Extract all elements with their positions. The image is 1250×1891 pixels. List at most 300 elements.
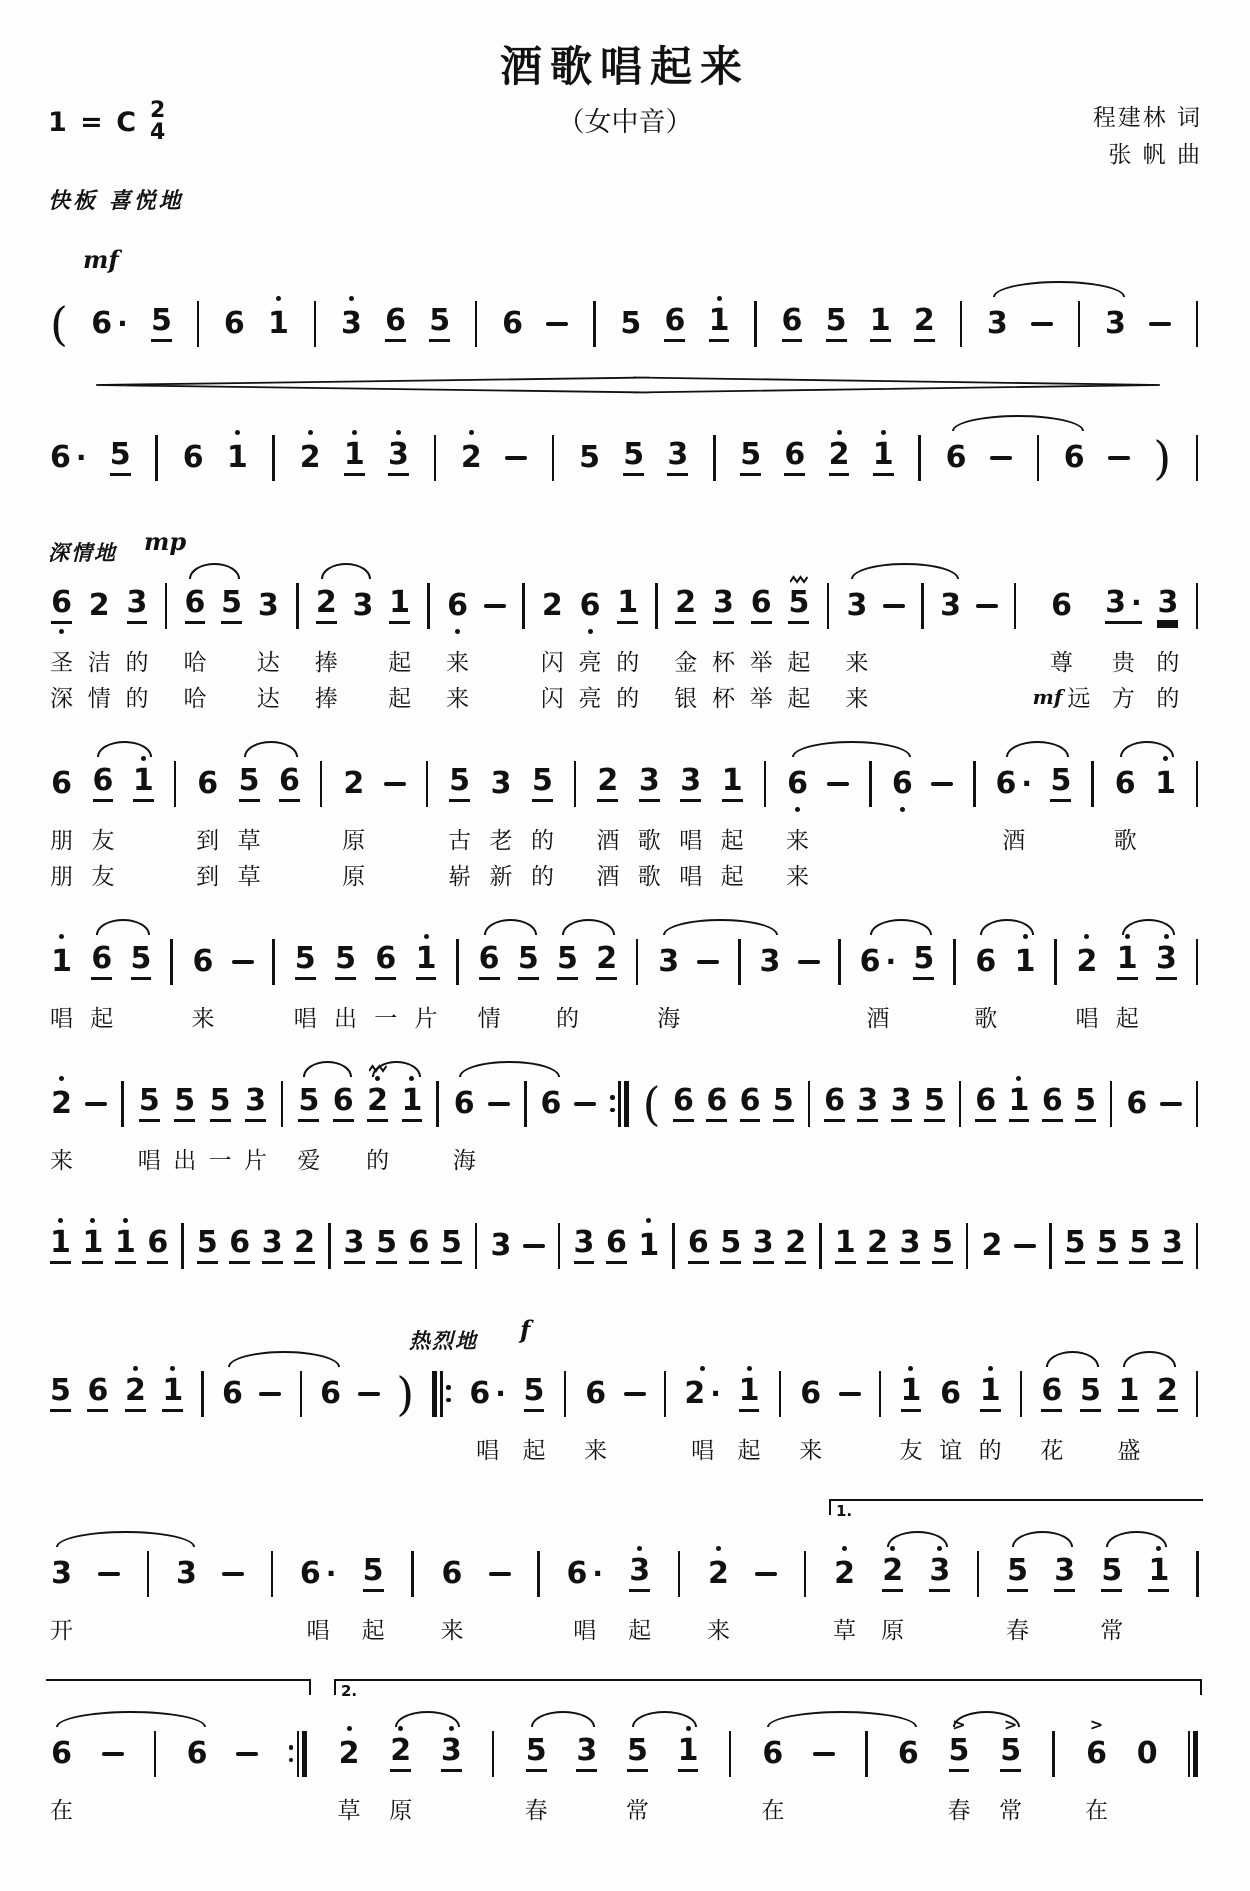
note bbox=[719, 739, 746, 893]
note bbox=[871, 413, 896, 495]
dash-extension bbox=[572, 1059, 598, 1177]
note bbox=[1013, 917, 1038, 1035]
upper-octave-dot bbox=[837, 430, 842, 435]
barline-stroke bbox=[411, 1551, 414, 1597]
barline bbox=[471, 1201, 481, 1283]
barline bbox=[735, 917, 745, 1035]
note bbox=[855, 1059, 880, 1177]
barline bbox=[267, 1529, 277, 1647]
lower-octave-dot bbox=[795, 807, 800, 812]
note bbox=[1073, 1059, 1098, 1177]
barline-stroke bbox=[729, 1731, 732, 1777]
barline bbox=[178, 1201, 188, 1283]
lyric-verse1: 常 bbox=[625, 1798, 649, 1825]
note bbox=[718, 1201, 743, 1283]
note-digit: 2 bbox=[981, 1227, 1003, 1263]
lyric-verse1: 歌 bbox=[1113, 828, 1137, 855]
note-digit: 1 bbox=[870, 306, 891, 342]
note-digit: 5 bbox=[773, 1086, 794, 1122]
note bbox=[372, 917, 399, 1035]
barline bbox=[161, 561, 171, 715]
note bbox=[1040, 1059, 1065, 1177]
barline bbox=[804, 1059, 814, 1177]
note bbox=[225, 413, 250, 495]
note bbox=[539, 1059, 564, 1177]
dynamic-mark: f bbox=[520, 1314, 531, 1344]
note-digit: 3 bbox=[680, 766, 701, 802]
barline bbox=[1192, 1059, 1202, 1177]
note-digit: 3 bbox=[127, 588, 148, 624]
barline bbox=[956, 279, 966, 361]
dash-extension bbox=[83, 1059, 109, 1177]
lyric-verse1: 起 bbox=[90, 1006, 114, 1033]
line-8 bbox=[48, 1307, 1202, 1467]
barline-stroke bbox=[537, 1551, 540, 1597]
verse-line-1 bbox=[48, 519, 1202, 715]
note bbox=[636, 1201, 661, 1283]
upper-octave-dot bbox=[449, 1726, 454, 1731]
note bbox=[488, 1201, 513, 1283]
barline bbox=[710, 413, 720, 495]
lyric-verse1: 友 bbox=[91, 828, 115, 855]
note-digit: 6 bbox=[606, 1228, 627, 1264]
note-digit: 1 bbox=[739, 1376, 760, 1412]
lyric-verse2: 银 bbox=[674, 686, 698, 713]
lyric-verse1: 唱 bbox=[50, 1006, 73, 1033]
lyric-verse2: 方 bbox=[1111, 686, 1135, 713]
lyric-verse1: 酒 bbox=[866, 1006, 890, 1033]
note-digit: 6 bbox=[51, 1735, 72, 1771]
note bbox=[564, 1529, 605, 1647]
note bbox=[624, 1709, 651, 1827]
barline-stroke bbox=[574, 761, 577, 807]
note-digit: 2 bbox=[829, 440, 850, 476]
barline-stroke bbox=[636, 939, 639, 985]
note bbox=[444, 561, 471, 715]
barline bbox=[316, 739, 326, 893]
note bbox=[80, 1201, 105, 1283]
note-digit: 1 bbox=[51, 943, 72, 979]
note-digit: 3 bbox=[1156, 944, 1177, 980]
dash-extension bbox=[544, 279, 570, 361]
note bbox=[48, 1059, 75, 1177]
accent-mark: > bbox=[1089, 1714, 1104, 1734]
note bbox=[751, 1201, 776, 1283]
note bbox=[973, 1059, 998, 1177]
barline-stroke bbox=[827, 583, 830, 629]
lyric-verse2: 酒 bbox=[596, 864, 620, 891]
note bbox=[160, 1349, 185, 1467]
upper-octave-dot bbox=[686, 1726, 691, 1731]
barline-stroke bbox=[879, 1371, 882, 1417]
note bbox=[889, 1059, 914, 1177]
lyric-verse1: 一 bbox=[208, 1148, 232, 1175]
barline-stroke bbox=[754, 301, 757, 347]
accent-mark: > bbox=[952, 1714, 966, 1734]
repeat-dots bbox=[610, 1081, 615, 1127]
barline-stroke bbox=[320, 761, 323, 807]
note-digit: 5 bbox=[335, 944, 356, 980]
upper-octave-dot bbox=[409, 1076, 414, 1081]
upper-octave-dot bbox=[881, 430, 886, 435]
lyric-verse1: 起 bbox=[628, 1618, 652, 1645]
lyric-verse2: 达 bbox=[256, 686, 280, 713]
note-digit: 6 bbox=[186, 1735, 208, 1771]
lyric-verse1: 的 bbox=[978, 1438, 1002, 1465]
lyric-verse1: 唱 bbox=[137, 1148, 161, 1175]
time-signature bbox=[150, 100, 165, 145]
note bbox=[994, 739, 1035, 893]
note bbox=[48, 413, 89, 495]
lyric-verse2: 原 bbox=[342, 864, 366, 891]
parenthesis: ( bbox=[642, 1076, 661, 1131]
note-digit: 6 bbox=[975, 943, 997, 979]
note-digit: 5 bbox=[557, 944, 578, 980]
upper-octave-dot bbox=[700, 1366, 705, 1371]
barline-stroke bbox=[201, 1371, 204, 1417]
upper-octave-dot bbox=[123, 1218, 128, 1223]
note bbox=[1103, 279, 1128, 361]
upper-octave-dot bbox=[133, 1366, 138, 1371]
note-digit: 5 bbox=[363, 1556, 384, 1592]
lyric-verse2: 哈 bbox=[183, 686, 207, 713]
note bbox=[1114, 917, 1141, 1035]
upper-octave-dot bbox=[988, 1366, 993, 1371]
crescendo-decrescendo-hairpins bbox=[94, 375, 1162, 395]
barline bbox=[1192, 739, 1202, 893]
note-digit: 5 bbox=[526, 1736, 547, 1772]
barline-stroke bbox=[296, 583, 299, 629]
note-digit: 3 bbox=[388, 440, 409, 476]
parenthesis: ) bbox=[396, 1366, 415, 1421]
barline bbox=[296, 1349, 306, 1467]
note-digit: 2 bbox=[299, 439, 321, 475]
augmentation-dot: · bbox=[710, 1376, 721, 1410]
upper-octave-dot bbox=[398, 1726, 403, 1731]
note bbox=[438, 1529, 465, 1647]
lyric-verse1: 闪 bbox=[540, 650, 564, 677]
note bbox=[997, 1709, 1024, 1827]
lyric-verse2: 的 bbox=[616, 686, 640, 713]
note-digit: 2 bbox=[390, 1736, 411, 1772]
note-digit: 3 bbox=[629, 1556, 650, 1592]
repeat-dots bbox=[446, 1371, 451, 1417]
note bbox=[386, 561, 413, 715]
lyric-verse1: 唱 bbox=[1075, 1006, 1099, 1033]
note bbox=[523, 1709, 550, 1827]
dash-extension bbox=[257, 1349, 283, 1467]
lyric-verse2: 唱 bbox=[679, 864, 703, 891]
note-digit: 6 bbox=[740, 1086, 761, 1122]
note bbox=[136, 1059, 163, 1177]
barline-stroke bbox=[170, 939, 173, 985]
lyric-verse2: 来 bbox=[446, 686, 470, 713]
note bbox=[181, 413, 206, 495]
barline bbox=[1016, 1349, 1026, 1467]
note-digit: 3 bbox=[846, 587, 868, 623]
note-digit: 0 bbox=[1136, 1735, 1158, 1771]
upper-octave-dot bbox=[424, 934, 429, 939]
barline-stroke bbox=[181, 1223, 184, 1269]
note-digit: 5 bbox=[139, 1086, 160, 1122]
lyric-verse1: 开 bbox=[50, 1618, 73, 1645]
barline-stroke bbox=[1196, 583, 1199, 629]
note bbox=[704, 1059, 729, 1177]
note-digit: 6 bbox=[93, 766, 114, 802]
note-digit: 1 bbox=[835, 1228, 856, 1264]
note bbox=[897, 1349, 924, 1467]
note bbox=[577, 561, 604, 715]
note bbox=[944, 413, 969, 495]
note-digit: 2 bbox=[785, 1228, 806, 1264]
note-digit: 2 bbox=[867, 1228, 888, 1264]
lyric-verse2: mf 远 bbox=[1032, 684, 1091, 713]
note bbox=[1124, 1059, 1149, 1177]
note-digit: 6 · bbox=[50, 439, 87, 475]
note-digit: 6 bbox=[197, 765, 219, 801]
note-digit: 1 bbox=[980, 1376, 1001, 1412]
barline-stroke bbox=[953, 939, 956, 985]
barline bbox=[1192, 1201, 1202, 1283]
note-digit: 6 bbox=[185, 588, 206, 624]
upper-octave-dot bbox=[308, 430, 313, 435]
repeat-dots bbox=[289, 1731, 294, 1777]
note-digit: 6 bbox=[751, 588, 772, 624]
lyric-verse2: 起 bbox=[388, 686, 412, 713]
note-digit: 2 bbox=[343, 765, 365, 801]
lyric-verse2: 的 bbox=[125, 686, 149, 713]
barline bbox=[521, 1059, 531, 1177]
note bbox=[868, 279, 893, 361]
lyric-verse1: 的 bbox=[530, 828, 554, 855]
note bbox=[1052, 1529, 1077, 1647]
lyric-verse1: 起 bbox=[720, 828, 744, 855]
barline-stroke bbox=[165, 583, 168, 629]
barline bbox=[118, 1059, 128, 1177]
note bbox=[439, 1709, 464, 1827]
note-digit: 5 bbox=[441, 1228, 462, 1264]
note bbox=[236, 739, 263, 893]
note-digit: 6 · bbox=[299, 1555, 337, 1591]
upper-octave-dot bbox=[717, 296, 722, 301]
note-digit: 1 bbox=[50, 1228, 71, 1264]
barline bbox=[775, 1349, 785, 1467]
note bbox=[977, 1349, 1004, 1467]
note bbox=[123, 1349, 148, 1467]
upper-octave-dot bbox=[1164, 934, 1169, 939]
note-digit: 3 bbox=[713, 588, 734, 624]
note-digit: 6 bbox=[673, 1086, 694, 1122]
barline bbox=[915, 413, 925, 495]
note-digit: 5 bbox=[518, 944, 539, 980]
barline bbox=[519, 561, 529, 715]
note bbox=[266, 279, 291, 361]
note bbox=[665, 413, 690, 495]
upper-octave-dot bbox=[646, 1218, 651, 1223]
augmentation-dot: · bbox=[885, 944, 897, 978]
lyric-verse1: 来 bbox=[786, 828, 809, 855]
composer-credit: 张 帆 曲 bbox=[1108, 141, 1202, 168]
lyric-verse1: 贵 bbox=[1111, 650, 1135, 677]
note-digit: 5 bbox=[579, 439, 600, 475]
dash-extension bbox=[486, 1059, 512, 1177]
note bbox=[185, 1709, 210, 1827]
note-digit: 5 bbox=[210, 1086, 231, 1122]
lyric-verse2: 情 bbox=[87, 686, 111, 713]
note bbox=[822, 1059, 847, 1177]
note bbox=[554, 917, 581, 1035]
note bbox=[930, 1201, 955, 1283]
note-digit: 3 bbox=[667, 440, 688, 476]
note-digit: 5 bbox=[949, 1736, 970, 1772]
dash-extension bbox=[234, 1709, 260, 1827]
note bbox=[1004, 1529, 1031, 1647]
note bbox=[1154, 917, 1179, 1035]
note bbox=[938, 561, 963, 715]
note-digit: 1 bbox=[1014, 943, 1036, 979]
barline-stroke bbox=[302, 1731, 307, 1777]
volta-bracket bbox=[46, 1679, 311, 1695]
barline-stroke bbox=[1196, 1551, 1199, 1597]
note-digit: 1 bbox=[416, 944, 437, 980]
lower-octave-dot bbox=[59, 629, 64, 634]
note-digit: 2 bbox=[596, 944, 617, 980]
note bbox=[219, 561, 244, 715]
note-digit: 6 bbox=[945, 439, 967, 475]
note-digit: 6 bbox=[502, 305, 524, 341]
barline-stroke bbox=[558, 1223, 561, 1269]
barline-stroke bbox=[1049, 1223, 1052, 1269]
note-digit: 1 bbox=[709, 306, 730, 342]
note bbox=[1073, 917, 1100, 1035]
note bbox=[451, 1059, 478, 1177]
note bbox=[520, 1349, 547, 1467]
barline-stroke bbox=[593, 301, 596, 347]
barline bbox=[408, 1529, 418, 1647]
note bbox=[195, 1201, 220, 1283]
note bbox=[332, 917, 359, 1035]
note bbox=[298, 1529, 339, 1647]
barline-stroke bbox=[779, 1371, 782, 1417]
augmentation-dot: · bbox=[325, 1556, 337, 1590]
line-9 bbox=[48, 1491, 1202, 1647]
line-5 bbox=[48, 917, 1202, 1035]
dash-extension bbox=[356, 1349, 382, 1467]
barline-stroke bbox=[1037, 435, 1040, 481]
note-digit: 5 bbox=[532, 766, 553, 802]
note bbox=[676, 1709, 701, 1827]
parenthesis: ( bbox=[50, 296, 68, 351]
barline bbox=[862, 1709, 872, 1827]
note bbox=[113, 1201, 138, 1283]
barline-stroke bbox=[966, 1223, 969, 1269]
note-digit: 5 bbox=[620, 305, 642, 341]
barline bbox=[590, 279, 600, 361]
note bbox=[604, 1201, 629, 1283]
barline bbox=[277, 1059, 287, 1177]
note-digit: 3 bbox=[344, 1228, 365, 1264]
lyric-verse1: 片 bbox=[244, 1148, 268, 1175]
lyric-verse2: 起 bbox=[720, 864, 744, 891]
mordent-icon bbox=[790, 575, 808, 585]
lyric-verse1: 老 bbox=[489, 828, 513, 855]
barline bbox=[660, 1349, 670, 1467]
upper-octave-dot bbox=[235, 430, 240, 435]
note bbox=[757, 917, 782, 1035]
barline bbox=[198, 1349, 208, 1467]
note-digit: 3 bbox=[891, 1086, 912, 1122]
note-digit: 6 bbox=[87, 1376, 108, 1412]
lyric-verse1: 春 bbox=[1006, 1618, 1030, 1645]
note-digit: 6 bbox=[375, 944, 396, 980]
barline-stroke bbox=[1020, 1371, 1023, 1417]
subtitle: （女中音） bbox=[557, 107, 693, 138]
barline-stroke bbox=[655, 583, 658, 629]
note-digit: 5 bbox=[627, 1736, 648, 1772]
dash-extension bbox=[1012, 1201, 1038, 1283]
lyric-verse1: 来 bbox=[50, 1148, 73, 1175]
barline-stroke bbox=[524, 1081, 527, 1127]
barline bbox=[800, 1529, 810, 1647]
note bbox=[782, 413, 807, 495]
note bbox=[785, 561, 812, 715]
upper-octave-dot bbox=[58, 1218, 63, 1223]
note bbox=[295, 1059, 322, 1177]
barline-stroke bbox=[1196, 435, 1199, 481]
barline-stroke bbox=[314, 301, 317, 347]
barline-stroke bbox=[154, 1731, 157, 1777]
note-digit: 5 bbox=[110, 440, 131, 476]
barline-stroke bbox=[838, 939, 841, 985]
barline bbox=[823, 561, 833, 715]
lyric-verse1: 的 bbox=[1156, 650, 1180, 677]
note-digit: 3 bbox=[340, 305, 362, 341]
note bbox=[88, 917, 115, 1035]
note-digit: 5 bbox=[197, 1228, 218, 1264]
lyric-verse1: 哈 bbox=[183, 650, 207, 677]
note-digit: 6 bbox=[182, 439, 204, 475]
note bbox=[342, 1201, 367, 1283]
note-digit: 3 bbox=[857, 1086, 878, 1122]
note bbox=[516, 917, 541, 1035]
note-digit: 3 bbox=[986, 305, 1008, 341]
lyric-verse1: 草 bbox=[237, 828, 261, 855]
lyric-verse1: 唱 bbox=[691, 1438, 715, 1465]
note-digit: 2 bbox=[338, 1735, 360, 1771]
note bbox=[1127, 1201, 1152, 1283]
dash-extension bbox=[487, 1529, 513, 1647]
augmentation-dot: · bbox=[1021, 766, 1033, 800]
lyric-verse1: 原 bbox=[389, 1798, 413, 1825]
dash-extension bbox=[825, 739, 851, 893]
dash-extension bbox=[753, 1529, 779, 1647]
note bbox=[386, 413, 411, 495]
note-digit: 6 bbox=[782, 306, 803, 342]
lyric-verse1: 春 bbox=[524, 1798, 548, 1825]
lyric-verse1: 来 bbox=[845, 650, 869, 677]
note bbox=[879, 1529, 906, 1647]
tempo-mark: 深情地 bbox=[48, 540, 117, 565]
barline bbox=[1051, 917, 1061, 1035]
note bbox=[1038, 1349, 1065, 1467]
note bbox=[174, 1529, 199, 1647]
note bbox=[911, 917, 936, 1035]
note-digit: 3 · bbox=[1105, 588, 1142, 624]
lyric-verse2: 来 bbox=[786, 864, 809, 891]
note-digit: 6 bbox=[147, 1228, 168, 1264]
note bbox=[500, 279, 525, 361]
lyric-verse1: 情 bbox=[477, 1006, 501, 1033]
